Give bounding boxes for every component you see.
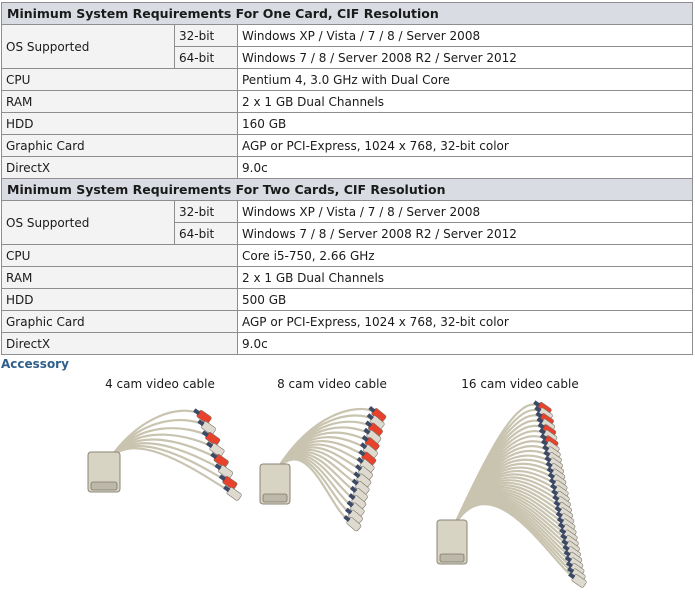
bits-label: 32-bit bbox=[175, 201, 238, 223]
table-row bbox=[2, 113, 693, 135]
table-row bbox=[2, 289, 693, 311]
os-value: Windows 7 / 8 / Server 2008 R2 / Server 2012 bbox=[238, 47, 693, 69]
cpu-label: CPU bbox=[2, 245, 238, 267]
cpu-value: Pentium 4, 3.0 GHz with Dual Core bbox=[238, 69, 693, 91]
table-row bbox=[2, 333, 693, 355]
os-value: Windows 7 / 8 / Server 2008 R2 / Server 2012 bbox=[238, 223, 693, 245]
cable-caption-16cam: 16 cam video cable bbox=[461, 377, 579, 391]
section-header-row bbox=[2, 3, 693, 25]
table-row bbox=[2, 69, 693, 91]
graphic-card-value: AGP or PCI-Express, 1024 x 768, 32-bit color bbox=[238, 311, 693, 333]
graphic-card-label: Graphic Card bbox=[2, 135, 238, 157]
bits-label: 64-bit bbox=[175, 47, 238, 69]
os-supported-label: OS Supported bbox=[2, 25, 175, 69]
table-row bbox=[2, 25, 693, 47]
section-title: Minimum System Requirements For Two Cards, CIF Resolution bbox=[2, 179, 693, 201]
table-row bbox=[2, 267, 693, 289]
cpu-label: CPU bbox=[2, 69, 238, 91]
accessory-heading: Accessory bbox=[1, 357, 69, 371]
os-value: Windows XP / Vista / 7 / 8 / Server 2008 bbox=[238, 201, 693, 223]
bits-label: 32-bit bbox=[175, 25, 238, 47]
connector-face bbox=[91, 482, 117, 490]
connector-face bbox=[263, 494, 287, 502]
table-row bbox=[2, 135, 693, 157]
cable-image-4cam bbox=[80, 396, 250, 506]
hdd-label: HDD bbox=[2, 289, 238, 311]
directx-value: 9.0c bbox=[238, 157, 693, 179]
directx-value: 9.0c bbox=[238, 333, 693, 355]
system-requirements-table bbox=[1, 2, 693, 355]
directx-label: DirectX bbox=[2, 333, 238, 355]
table-row bbox=[2, 157, 693, 179]
ram-label: RAM bbox=[2, 267, 238, 289]
hdd-label: HDD bbox=[2, 113, 238, 135]
ram-label: RAM bbox=[2, 91, 238, 113]
cable-image-16cam bbox=[425, 396, 625, 592]
ram-value: 2 x 1 GB Dual Channels bbox=[238, 91, 693, 113]
graphic-card-label: Graphic Card bbox=[2, 311, 238, 333]
bits-label: 64-bit bbox=[175, 223, 238, 245]
connector-face bbox=[440, 554, 464, 562]
section-title: Minimum System Requirements For One Card, CIF Resolution bbox=[2, 3, 693, 25]
table-row bbox=[2, 245, 693, 267]
table-row bbox=[2, 311, 693, 333]
cable-image-8cam bbox=[250, 396, 420, 536]
ram-value: 2 x 1 GB Dual Channels bbox=[238, 267, 693, 289]
hdd-value: 500 GB bbox=[238, 289, 693, 311]
section-header-row bbox=[2, 179, 693, 201]
table-row bbox=[2, 91, 693, 113]
cable-caption-4cam: 4 cam video cable bbox=[105, 377, 215, 391]
table-row bbox=[2, 201, 693, 223]
graphic-card-value: AGP or PCI-Express, 1024 x 768, 32-bit color bbox=[238, 135, 693, 157]
directx-label: DirectX bbox=[2, 157, 238, 179]
os-value: Windows XP / Vista / 7 / 8 / Server 2008 bbox=[238, 25, 693, 47]
os-supported-label: OS Supported bbox=[2, 201, 175, 245]
hdd-value: 160 GB bbox=[238, 113, 693, 135]
cpu-value: Core i5-750, 2.66 GHz bbox=[238, 245, 693, 267]
cable-caption-8cam: 8 cam video cable bbox=[277, 377, 387, 391]
